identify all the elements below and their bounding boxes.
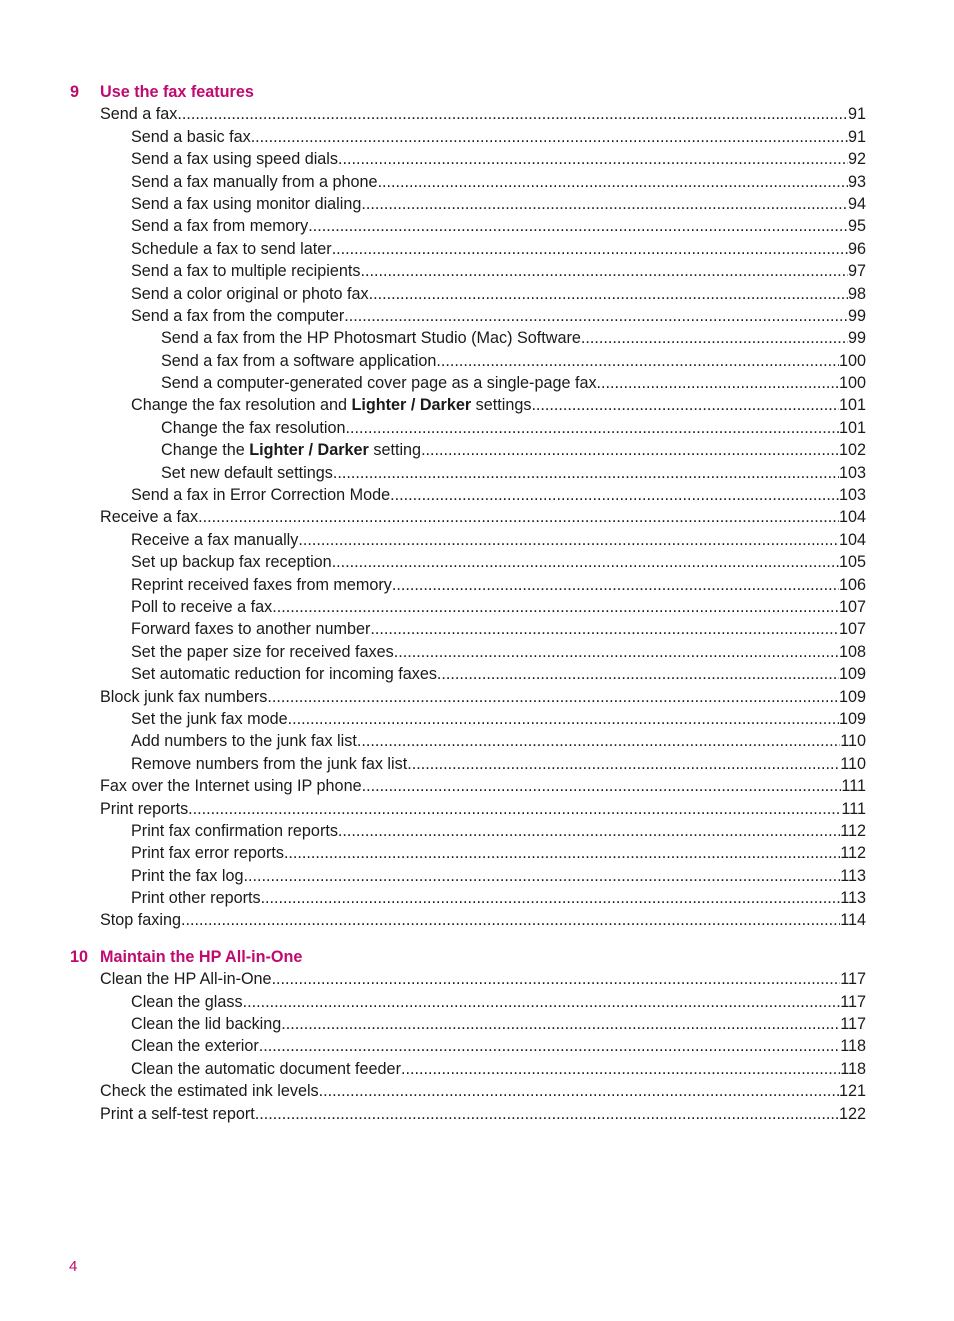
toc-entry-title: [131, 215, 308, 237]
toc-entry-title-text: Change the fax resolution and: [131, 396, 352, 415]
toc-entry-title: [161, 350, 436, 372]
toc-entry[interactable]: [70, 1103, 866, 1125]
toc-entry-title-text: Clean the HP All-in-One: [100, 970, 272, 989]
toc-entry-title-text: Forward faxes to another number: [131, 620, 371, 639]
toc-entry-page: 109: [838, 687, 866, 706]
dot-leader: [188, 798, 841, 820]
toc-entry-page: 91: [847, 127, 866, 146]
dot-leader: [392, 574, 839, 596]
dot-leader: [362, 775, 842, 797]
toc-entry-title-text: Poll to receive a fax: [131, 597, 273, 616]
toc-entry-title-text: Print fax confirmation reports: [131, 821, 338, 840]
chapter: [70, 81, 866, 932]
toc-entry[interactable]: [70, 708, 866, 730]
toc-entry-title: [131, 1058, 401, 1080]
toc-entry-title: [100, 775, 362, 797]
toc-entry-page: 110: [840, 732, 866, 751]
chapter: [70, 946, 866, 1125]
toc-entry-page: 109: [838, 709, 866, 728]
toc-entry[interactable]: [70, 215, 866, 237]
toc-entry[interactable]: [70, 327, 866, 349]
toc-entry-page: 106: [838, 575, 866, 594]
toc-entry-title: [131, 238, 332, 260]
toc-entry-page: 111: [841, 777, 866, 796]
toc-entry-title: [100, 909, 181, 931]
dot-leader: [344, 305, 848, 327]
toc-entry-title-text: Change the fax resolution: [161, 418, 346, 437]
toc-entry-page: 108: [838, 642, 866, 661]
toc-entry-title: [100, 686, 267, 708]
chapter-heading: [70, 81, 866, 103]
dot-leader: [338, 820, 840, 842]
toc-entry-page: 102: [838, 441, 866, 460]
toc-entry[interactable]: [70, 529, 866, 551]
toc-entry-title: [131, 193, 361, 215]
toc-entry[interactable]: [70, 350, 866, 372]
toc-entry-page: 103: [838, 486, 866, 505]
toc-entry-title-text: Send a fax manually from a phone: [131, 172, 378, 191]
toc-entry-title-text: Print fax error reports: [131, 844, 284, 863]
toc-entry-title-text: Set automatic reduction for incoming faxes: [131, 665, 437, 684]
toc-entry-page: 98: [847, 284, 866, 303]
dot-leader: [288, 708, 839, 730]
toc-entry-title: [131, 708, 288, 730]
dot-leader: [531, 394, 839, 416]
toc-entry[interactable]: [70, 686, 866, 708]
toc-entry-title: [131, 551, 332, 573]
toc-entry-title-bold: Lighter / Darker: [351, 396, 472, 415]
toc-entry-title: [161, 462, 333, 484]
toc-entry-page: 113: [840, 889, 866, 908]
toc-entry-title: [131, 618, 370, 640]
dot-leader: [357, 730, 840, 752]
toc-entry[interactable]: [70, 417, 866, 439]
toc-entry[interactable]: [70, 551, 866, 573]
dot-leader: [243, 865, 840, 887]
toc-entry[interactable]: [70, 103, 866, 125]
dot-leader: [369, 283, 848, 305]
toc-entry-title-text: Clean the exterior: [131, 1037, 259, 1056]
toc-entry-title: [131, 887, 261, 909]
dot-leader: [298, 529, 839, 551]
toc-entry[interactable]: [70, 753, 866, 775]
toc-entry[interactable]: [70, 641, 866, 663]
toc-entry-page: 110: [840, 754, 866, 773]
chapter-title: Maintain the HP All-in-One: [100, 947, 303, 966]
dot-leader: [370, 618, 839, 640]
toc-entry[interactable]: [70, 798, 866, 820]
toc-entry[interactable]: [70, 260, 866, 282]
toc-entry-page: 94: [847, 194, 866, 213]
toc-entry-title-text: Change the: [161, 441, 250, 460]
page-number: 4: [69, 1258, 78, 1275]
toc-entry-page: 121: [838, 1082, 866, 1101]
dot-leader: [198, 506, 839, 528]
toc-entry-title-text: Set new default settings: [161, 463, 333, 482]
toc-entry-title: [131, 283, 369, 305]
toc-entry[interactable]: [70, 462, 866, 484]
toc-entry-title-text: Clean the glass: [131, 992, 243, 1011]
toc-entry[interactable]: [70, 663, 866, 685]
toc-entry-title: [131, 865, 243, 887]
toc-entry-title-text: Send a fax from a software application: [161, 351, 437, 370]
dot-leader: [333, 462, 839, 484]
toc-entry[interactable]: [70, 618, 866, 640]
toc-entry-page: 96: [847, 239, 866, 258]
dot-leader: [401, 1058, 840, 1080]
chapter-title: Use the fax features: [100, 83, 254, 101]
dot-leader: [581, 327, 848, 349]
toc-entry[interactable]: [70, 1035, 866, 1057]
dot-leader: [436, 350, 839, 372]
toc-entry-title-text: Reprint received faxes from memory: [131, 575, 392, 594]
toc-entry-title-text: Set the paper size for received faxes: [131, 642, 394, 661]
toc-entry[interactable]: [70, 484, 866, 506]
dot-leader: [243, 991, 841, 1013]
toc-entry-title-text: settings: [471, 396, 532, 415]
toc-entry-title-bold: Lighter / Darker: [249, 441, 369, 460]
toc-entry[interactable]: [70, 148, 866, 170]
toc-entry-title-text: Remove numbers from the junk fax list: [131, 754, 408, 773]
toc-entry-page: 101: [838, 418, 866, 437]
dot-leader: [390, 484, 839, 506]
toc-entry-title: [131, 1035, 259, 1057]
toc-entry-title: [131, 484, 390, 506]
dot-leader: [437, 663, 839, 685]
toc-entry[interactable]: [70, 305, 866, 327]
toc-entry[interactable]: [70, 439, 866, 461]
toc-entry-title-text: Send a fax from memory: [131, 217, 309, 236]
toc-entry-title-text: Send a fax in Error Correction Mode: [131, 486, 391, 505]
toc-entry-page: 105: [838, 553, 866, 572]
toc-entry-title-text: Send a computer-generated cover page as a single-page fax: [161, 374, 597, 393]
toc-entry-page: 122: [838, 1104, 866, 1123]
toc-entry[interactable]: [70, 775, 866, 797]
toc-entry[interactable]: [70, 991, 866, 1013]
toc-entry[interactable]: [70, 909, 866, 931]
dot-leader: [407, 753, 840, 775]
toc-entry-title: [131, 753, 407, 775]
dot-leader: [421, 439, 839, 461]
toc-entry-page: 117: [840, 992, 866, 1011]
toc-entry-page: 100: [838, 374, 866, 393]
toc-entry-page: 112: [840, 821, 866, 840]
dot-leader: [255, 1103, 839, 1125]
table-of-contents: [70, 81, 866, 1139]
toc-entry-page: 104: [838, 508, 866, 527]
toc-entry-title: [131, 305, 344, 327]
dot-leader: [308, 215, 848, 237]
toc-entry[interactable]: [70, 372, 866, 394]
toc-entry-page: 99: [847, 306, 866, 325]
toc-entry[interactable]: [70, 1013, 866, 1035]
toc-entry-title-text: Receive a fax manually: [131, 530, 299, 549]
toc-entry-title-text: Print the fax log: [131, 866, 244, 885]
toc-entry-title: [100, 1103, 255, 1125]
toc-entry-page: 117: [840, 970, 866, 989]
toc-entry-title-text: Print reports: [100, 799, 189, 818]
toc-entry-page: 118: [840, 1037, 866, 1056]
dot-leader: [360, 260, 848, 282]
dot-leader: [338, 148, 848, 170]
toc-entry-page: 118: [840, 1059, 866, 1078]
dot-leader: [272, 968, 841, 990]
toc-entry[interactable]: [70, 574, 866, 596]
toc-entry[interactable]: [70, 842, 866, 864]
toc-entry-page: 101: [838, 396, 866, 415]
toc-entry-page: 107: [838, 597, 866, 616]
dot-leader: [177, 103, 848, 125]
toc-entry-title: [131, 394, 531, 416]
toc-entry-title: [161, 327, 581, 349]
toc-entry-title-text: Clean the automatic document feeder: [131, 1059, 401, 1078]
toc-entry-title-text: setting: [368, 441, 422, 460]
dot-leader: [345, 417, 839, 439]
toc-entry[interactable]: [70, 1080, 866, 1102]
toc-entry-page: 112: [840, 844, 866, 863]
toc-entry-page: 104: [838, 530, 866, 549]
toc-entry-title: [131, 663, 437, 685]
dot-leader: [378, 171, 848, 193]
toc-entry-title: [131, 574, 392, 596]
toc-entry-title: [131, 730, 357, 752]
toc-entry-page: 91: [847, 105, 866, 124]
dot-leader: [281, 1013, 840, 1035]
toc-entry-page: 117: [840, 1015, 866, 1034]
toc-entry-title-text: Print a self-test report: [100, 1104, 255, 1123]
toc-entry[interactable]: [70, 596, 866, 618]
toc-entry-title: [131, 529, 298, 551]
toc-entry-page: 114: [840, 911, 866, 930]
toc-entry-title: [100, 506, 198, 528]
toc-entry-title: [161, 439, 421, 461]
toc-entry-title: [131, 171, 378, 193]
toc-entry-page: 103: [838, 463, 866, 482]
toc-entry-title: [131, 260, 360, 282]
toc-entry[interactable]: [70, 887, 866, 909]
toc-entry[interactable]: [70, 394, 866, 416]
toc-entry-page: 107: [838, 620, 866, 639]
toc-entry[interactable]: [70, 865, 866, 887]
toc-entry-title: [100, 798, 188, 820]
toc-entry[interactable]: [70, 1058, 866, 1080]
chapter-number: 10: [70, 947, 89, 966]
toc-entry-page: 95: [847, 217, 866, 236]
toc-entry-page: 97: [847, 262, 866, 281]
toc-entry-title: [100, 968, 272, 990]
toc-entry-page: 100: [838, 351, 866, 370]
toc-entry-page: 99: [847, 329, 866, 348]
toc-entry-title: [131, 820, 338, 842]
toc-entry-page: 109: [838, 665, 866, 684]
toc-entry-title-text: Check the estimated ink levels: [100, 1082, 319, 1101]
toc-entry-title-text: Send a fax using monitor dialing: [131, 194, 362, 213]
toc-entry-title-text: Receive a fax: [100, 508, 199, 527]
dot-leader: [597, 372, 839, 394]
toc-entry-title: [131, 1013, 281, 1035]
dot-leader: [181, 909, 840, 931]
dot-leader: [319, 1080, 839, 1102]
toc-entry-page: 113: [840, 866, 866, 885]
toc-entry-title-text: Send a basic fax: [131, 127, 251, 146]
dot-leader: [332, 551, 839, 573]
toc-entry-page: 92: [847, 150, 866, 169]
dot-leader: [261, 887, 841, 909]
toc-entry-page: 111: [841, 799, 866, 818]
toc-entry-title-text: Fax over the Internet using IP phone: [100, 777, 362, 796]
toc-entry[interactable]: [70, 968, 866, 990]
toc-entry-title: [131, 641, 394, 663]
chapter-number: 9: [70, 83, 80, 101]
toc-entry[interactable]: [70, 506, 866, 528]
toc-entry-title-text: Set up backup fax reception: [131, 553, 332, 572]
toc-entry-title-text: Stop faxing: [100, 911, 181, 930]
toc-entry[interactable]: [70, 730, 866, 752]
chapter-heading: [70, 946, 866, 968]
toc-entry[interactable]: [70, 171, 866, 193]
toc-entry-title: [161, 417, 345, 439]
toc-entry-title: [131, 148, 338, 170]
toc-entry[interactable]: [70, 283, 866, 305]
toc-entry[interactable]: [70, 126, 866, 148]
toc-entry[interactable]: [70, 193, 866, 215]
toc-entry-title: [131, 596, 272, 618]
dot-leader: [251, 126, 848, 148]
toc-entry-title-text: Print other reports: [131, 889, 261, 908]
toc-entry-title: [131, 842, 284, 864]
toc-entry-title: [131, 126, 251, 148]
toc-entry-title-text: Send a fax: [100, 105, 178, 124]
toc-entry-title-text: Send a fax using speed dials: [131, 150, 338, 169]
toc-entry-title-text: Send a fax from the HP Photosmart Studio (Mac) Software: [161, 329, 581, 348]
dot-leader: [332, 238, 848, 260]
dot-leader: [267, 686, 839, 708]
toc-entry-title-text: Add numbers to the junk fax list: [131, 732, 357, 751]
toc-entry-title-text: Clean the lid backing: [131, 1015, 282, 1034]
toc-entry-title: [100, 103, 177, 125]
toc-entry-title-text: Set the junk fax mode: [131, 709, 288, 728]
dot-leader: [272, 596, 839, 618]
toc-entry-title-text: Schedule a fax to send later: [131, 239, 332, 258]
toc-entry-title-text: Block junk fax numbers: [100, 687, 268, 706]
toc-entry-title: [131, 991, 243, 1013]
dot-leader: [361, 193, 848, 215]
dot-leader: [284, 842, 840, 864]
toc-entry-title: [161, 372, 597, 394]
toc-entry[interactable]: [70, 238, 866, 260]
dot-leader: [394, 641, 839, 663]
toc-entry-title-text: Send a fax to multiple recipients: [131, 262, 361, 281]
toc-entry[interactable]: [70, 820, 866, 842]
dot-leader: [259, 1035, 840, 1057]
toc-entry-title-text: Send a color original or photo fax: [131, 284, 369, 303]
toc-entry-title: [100, 1080, 319, 1102]
toc-entry-title-text: Send a fax from the computer: [131, 306, 345, 325]
toc-entry-page: 93: [847, 172, 866, 191]
